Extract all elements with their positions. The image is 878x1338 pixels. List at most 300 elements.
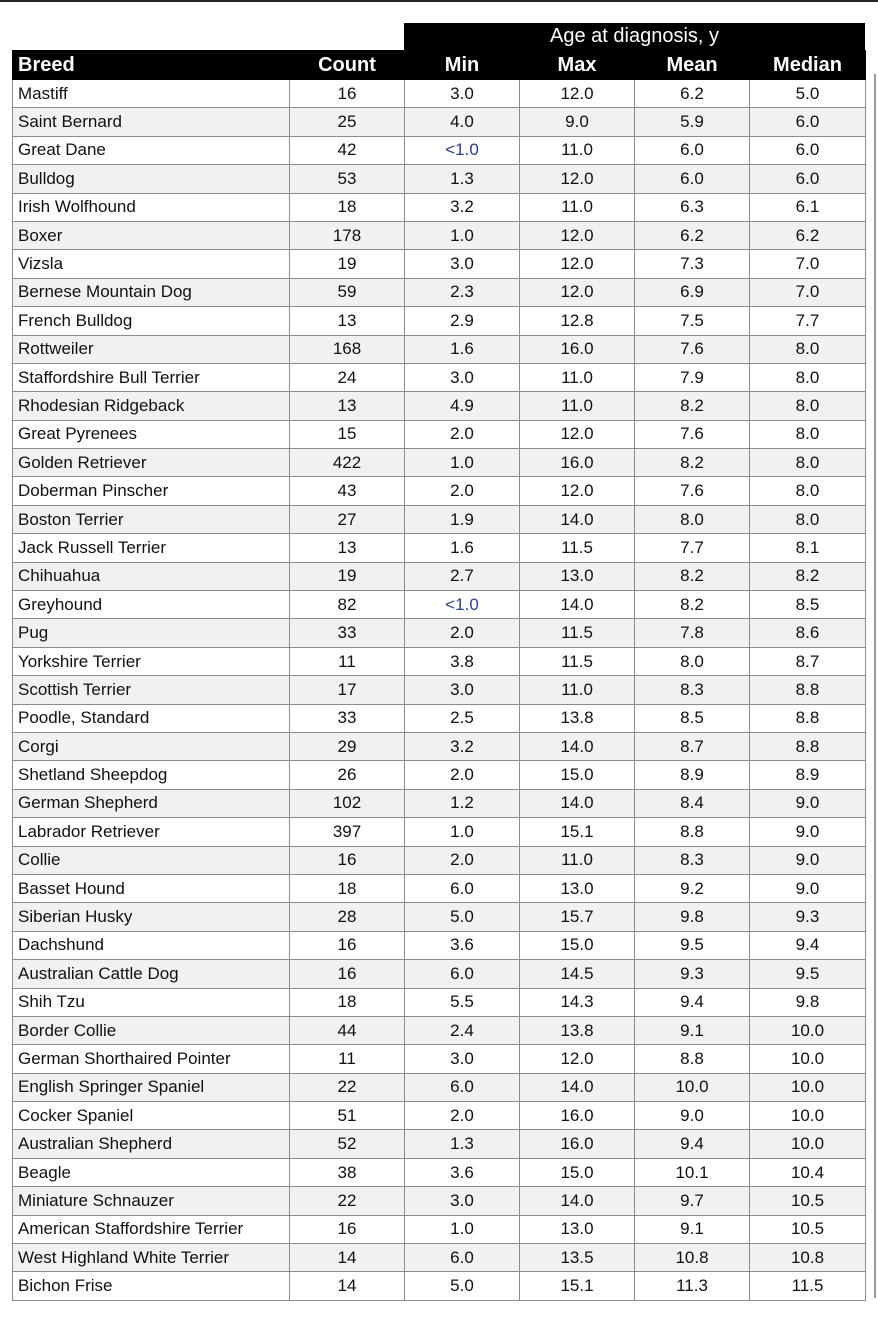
count-cell: 52 xyxy=(290,1130,405,1158)
table-row xyxy=(13,250,866,278)
breed-cell: Poodle, Standard xyxy=(13,704,290,732)
count-cell: 13 xyxy=(290,534,405,562)
min-cell: 1.3 xyxy=(405,1130,520,1158)
max-cell: 14.5 xyxy=(520,960,635,988)
min-cell: 2.0 xyxy=(405,1102,520,1130)
mean-cell: 8.8 xyxy=(635,818,750,846)
max-cell: 11.0 xyxy=(520,193,635,221)
table-row xyxy=(13,818,866,846)
median-cell: 8.7 xyxy=(750,647,866,675)
mean-cell: 9.2 xyxy=(635,874,750,902)
mean-cell: 9.4 xyxy=(635,988,750,1016)
breed-cell: Australian Cattle Dog xyxy=(13,960,290,988)
breed-cell: Bulldog xyxy=(13,165,290,193)
mean-cell: 7.6 xyxy=(635,335,750,363)
mean-cell: 6.2 xyxy=(635,80,750,108)
median-cell: 8.8 xyxy=(750,732,866,760)
min-cell: 2.9 xyxy=(405,307,520,335)
table-row xyxy=(13,477,866,505)
breed-cell: German Shorthaired Pointer xyxy=(13,1045,290,1073)
min-cell: 3.0 xyxy=(405,363,520,391)
max-cell: 12.0 xyxy=(520,250,635,278)
count-cell: 397 xyxy=(290,818,405,846)
mean-cell: 8.2 xyxy=(635,591,750,619)
breed-cell: Great Dane xyxy=(13,136,290,164)
table-row xyxy=(13,874,866,902)
median-cell: 7.0 xyxy=(750,250,866,278)
count-cell: 17 xyxy=(290,676,405,704)
max-cell: 15.1 xyxy=(520,818,635,846)
max-cell: 12.0 xyxy=(520,278,635,306)
min-cell: 6.0 xyxy=(405,874,520,902)
mean-cell: 9.8 xyxy=(635,903,750,931)
max-cell: 13.0 xyxy=(520,874,635,902)
mean-cell: 8.0 xyxy=(635,505,750,533)
max-cell: 11.0 xyxy=(520,392,635,420)
max-cell: 16.0 xyxy=(520,1102,635,1130)
breed-cell: Shetland Sheepdog xyxy=(13,761,290,789)
median-cell: 7.0 xyxy=(750,278,866,306)
mean-cell: 8.2 xyxy=(635,392,750,420)
table-row xyxy=(13,1130,866,1158)
breed-cell: Shih Tzu xyxy=(13,988,290,1016)
max-cell: 14.0 xyxy=(520,1187,635,1215)
median-cell: 6.0 xyxy=(750,165,866,193)
table-row xyxy=(13,704,866,732)
mean-cell: 7.6 xyxy=(635,420,750,448)
mean-cell: 8.5 xyxy=(635,704,750,732)
median-cell: 10.0 xyxy=(750,1073,866,1101)
min-cell: 2.3 xyxy=(405,278,520,306)
breed-age-table xyxy=(12,50,866,1301)
table-row xyxy=(13,591,866,619)
max-cell: 16.0 xyxy=(520,1130,635,1158)
min-cell: 6.0 xyxy=(405,1073,520,1101)
median-cell: 10.0 xyxy=(750,1102,866,1130)
table-row xyxy=(13,988,866,1016)
max-cell: 13.0 xyxy=(520,562,635,590)
mean-cell: 9.0 xyxy=(635,1102,750,1130)
min-cell: 1.2 xyxy=(405,789,520,817)
median-cell: 8.6 xyxy=(750,619,866,647)
min-cell: 2.0 xyxy=(405,619,520,647)
breed-cell: English Springer Spaniel xyxy=(13,1073,290,1101)
median-cell: 10.5 xyxy=(750,1215,866,1243)
count-cell: 422 xyxy=(290,449,405,477)
mean-cell: 7.5 xyxy=(635,307,750,335)
min-cell: 2.0 xyxy=(405,846,520,874)
mean-cell: 10.1 xyxy=(635,1158,750,1186)
table-row xyxy=(13,1272,866,1300)
min-cell: 2.0 xyxy=(405,477,520,505)
min-cell: 1.6 xyxy=(405,534,520,562)
min-cell: 5.0 xyxy=(405,1272,520,1300)
breed-cell: German Shepherd xyxy=(13,789,290,817)
max-cell: 11.0 xyxy=(520,676,635,704)
count-cell: 16 xyxy=(290,1215,405,1243)
table-row xyxy=(13,931,866,959)
header-row xyxy=(13,51,866,80)
breed-cell: Jack Russell Terrier xyxy=(13,534,290,562)
count-cell: 19 xyxy=(290,562,405,590)
median-cell: 8.0 xyxy=(750,477,866,505)
count-cell: 24 xyxy=(290,363,405,391)
median-cell: 8.1 xyxy=(750,534,866,562)
min-cell: 3.0 xyxy=(405,250,520,278)
table-row xyxy=(13,1045,866,1073)
mean-cell: 8.7 xyxy=(635,732,750,760)
max-cell: 13.8 xyxy=(520,1016,635,1044)
mean-cell: 7.8 xyxy=(635,619,750,647)
max-cell: 14.0 xyxy=(520,505,635,533)
max-cell: 11.0 xyxy=(520,363,635,391)
age-at-diagnosis-header: Age at diagnosis, y xyxy=(404,23,865,50)
table-row xyxy=(13,676,866,704)
column-header-min: Min xyxy=(405,51,520,80)
max-cell: 11.5 xyxy=(520,647,635,675)
breed-cell: Rottweiler xyxy=(13,335,290,363)
count-cell: 26 xyxy=(290,761,405,789)
max-cell: 11.0 xyxy=(520,136,635,164)
min-cell: 1.0 xyxy=(405,1215,520,1243)
mean-cell: 8.2 xyxy=(635,562,750,590)
column-header-mean: Mean xyxy=(635,51,750,80)
breed-cell: Saint Bernard xyxy=(13,108,290,136)
mean-cell: 9.4 xyxy=(635,1130,750,1158)
median-cell: 8.0 xyxy=(750,392,866,420)
count-cell: 11 xyxy=(290,1045,405,1073)
median-cell: 6.0 xyxy=(750,136,866,164)
median-cell: 9.4 xyxy=(750,931,866,959)
count-cell: 14 xyxy=(290,1272,405,1300)
max-cell: 14.0 xyxy=(520,789,635,817)
count-cell: 28 xyxy=(290,903,405,931)
median-cell: 9.0 xyxy=(750,818,866,846)
mean-cell: 6.9 xyxy=(635,278,750,306)
breed-cell: Mastiff xyxy=(13,80,290,108)
max-cell: 14.0 xyxy=(520,1073,635,1101)
breed-cell: Yorkshire Terrier xyxy=(13,647,290,675)
median-cell: 10.0 xyxy=(750,1016,866,1044)
breed-cell: Border Collie xyxy=(13,1016,290,1044)
count-cell: 51 xyxy=(290,1102,405,1130)
median-cell: 8.0 xyxy=(750,449,866,477)
min-cell: 3.2 xyxy=(405,732,520,760)
min-cell: 3.6 xyxy=(405,931,520,959)
count-cell: 22 xyxy=(290,1187,405,1215)
breed-cell: Beagle xyxy=(13,1158,290,1186)
table-row xyxy=(13,1215,866,1243)
median-cell: 8.9 xyxy=(750,761,866,789)
breed-cell: Miniature Schnauzer xyxy=(13,1187,290,1215)
max-cell: 11.0 xyxy=(520,846,635,874)
table-row xyxy=(13,1073,866,1101)
median-cell: 8.0 xyxy=(750,335,866,363)
count-cell: 29 xyxy=(290,732,405,760)
mean-cell: 8.2 xyxy=(635,449,750,477)
count-cell: 25 xyxy=(290,108,405,136)
breed-cell: Irish Wolfhound xyxy=(13,193,290,221)
max-cell: 12.0 xyxy=(520,1045,635,1073)
min-cell: 4.0 xyxy=(405,108,520,136)
max-cell: 11.5 xyxy=(520,534,635,562)
mean-cell: 9.1 xyxy=(635,1016,750,1044)
min-cell: <1.0 xyxy=(405,591,520,619)
median-cell: 6.0 xyxy=(750,108,866,136)
mean-cell: 8.9 xyxy=(635,761,750,789)
breed-cell: Bernese Mountain Dog xyxy=(13,278,290,306)
breed-cell: Siberian Husky xyxy=(13,903,290,931)
mean-cell: 11.3 xyxy=(635,1272,750,1300)
count-cell: 18 xyxy=(290,874,405,902)
mean-cell: 7.6 xyxy=(635,477,750,505)
median-cell: 8.8 xyxy=(750,676,866,704)
min-cell: 1.9 xyxy=(405,505,520,533)
mean-cell: 7.9 xyxy=(635,363,750,391)
mean-cell: 8.4 xyxy=(635,789,750,817)
breed-cell: Vizsla xyxy=(13,250,290,278)
breed-cell: Golden Retriever xyxy=(13,449,290,477)
mean-cell: 9.7 xyxy=(635,1187,750,1215)
count-cell: 22 xyxy=(290,1073,405,1101)
mean-cell: 6.0 xyxy=(635,136,750,164)
min-cell: 6.0 xyxy=(405,960,520,988)
median-cell: 7.7 xyxy=(750,307,866,335)
count-cell: 82 xyxy=(290,591,405,619)
count-cell: 18 xyxy=(290,988,405,1016)
median-cell: 9.5 xyxy=(750,960,866,988)
mean-cell: 8.3 xyxy=(635,676,750,704)
median-cell: 8.8 xyxy=(750,704,866,732)
min-cell: 4.9 xyxy=(405,392,520,420)
max-cell: 13.5 xyxy=(520,1244,635,1272)
breed-cell: French Bulldog xyxy=(13,307,290,335)
table-row xyxy=(13,307,866,335)
max-cell: 15.0 xyxy=(520,761,635,789)
max-cell: 15.0 xyxy=(520,1158,635,1186)
mean-cell: 10.0 xyxy=(635,1073,750,1101)
min-cell: 1.0 xyxy=(405,449,520,477)
table-row xyxy=(13,449,866,477)
table-row xyxy=(13,193,866,221)
table-row xyxy=(13,761,866,789)
median-cell: 9.3 xyxy=(750,903,866,931)
min-cell: 3.0 xyxy=(405,676,520,704)
count-cell: 19 xyxy=(290,250,405,278)
max-cell: 12.0 xyxy=(520,420,635,448)
min-cell: 2.7 xyxy=(405,562,520,590)
max-cell: 14.3 xyxy=(520,988,635,1016)
median-cell: 10.8 xyxy=(750,1244,866,1272)
min-cell: 5.5 xyxy=(405,988,520,1016)
right-border xyxy=(874,74,876,1298)
table-row xyxy=(13,960,866,988)
mean-cell: 8.3 xyxy=(635,846,750,874)
median-cell: 10.0 xyxy=(750,1045,866,1073)
mean-cell: 6.2 xyxy=(635,221,750,249)
count-cell: 18 xyxy=(290,193,405,221)
median-cell: 8.2 xyxy=(750,562,866,590)
min-cell: 3.6 xyxy=(405,1158,520,1186)
max-cell: 15.0 xyxy=(520,931,635,959)
mean-cell: 7.3 xyxy=(635,250,750,278)
column-header-breed: Breed xyxy=(13,51,290,80)
table-row xyxy=(13,505,866,533)
table-row xyxy=(13,136,866,164)
breed-cell: Boxer xyxy=(13,221,290,249)
mean-cell: 10.8 xyxy=(635,1244,750,1272)
table-row xyxy=(13,647,866,675)
count-cell: 13 xyxy=(290,392,405,420)
max-cell: 16.0 xyxy=(520,449,635,477)
median-cell: 10.0 xyxy=(750,1130,866,1158)
table-row xyxy=(13,1187,866,1215)
count-cell: 168 xyxy=(290,335,405,363)
table-row xyxy=(13,562,866,590)
max-cell: 14.0 xyxy=(520,591,635,619)
min-cell: 3.0 xyxy=(405,1045,520,1073)
table-row xyxy=(13,1016,866,1044)
median-cell: 9.0 xyxy=(750,789,866,817)
mean-cell: 8.8 xyxy=(635,1045,750,1073)
count-cell: 16 xyxy=(290,931,405,959)
min-cell: 3.0 xyxy=(405,80,520,108)
max-cell: 13.8 xyxy=(520,704,635,732)
max-cell: 12.0 xyxy=(520,221,635,249)
min-cell: 3.2 xyxy=(405,193,520,221)
median-cell: 8.0 xyxy=(750,505,866,533)
mean-cell: 6.3 xyxy=(635,193,750,221)
mean-cell: 5.9 xyxy=(635,108,750,136)
count-cell: 16 xyxy=(290,846,405,874)
mean-cell: 6.0 xyxy=(635,165,750,193)
count-cell: 43 xyxy=(290,477,405,505)
mean-cell: 9.1 xyxy=(635,1215,750,1243)
count-cell: 14 xyxy=(290,1244,405,1272)
min-cell: 3.0 xyxy=(405,1187,520,1215)
count-cell: 38 xyxy=(290,1158,405,1186)
max-cell: 16.0 xyxy=(520,335,635,363)
column-header-max: Max xyxy=(520,51,635,80)
max-cell: 12.0 xyxy=(520,477,635,505)
count-cell: 178 xyxy=(290,221,405,249)
mean-cell: 9.3 xyxy=(635,960,750,988)
median-cell: 11.5 xyxy=(750,1272,866,1300)
table-row xyxy=(13,420,866,448)
table-row xyxy=(13,165,866,193)
median-cell: 9.0 xyxy=(750,846,866,874)
median-cell: 10.4 xyxy=(750,1158,866,1186)
mean-cell: 9.5 xyxy=(635,931,750,959)
max-cell: 12.8 xyxy=(520,307,635,335)
min-cell: 5.0 xyxy=(405,903,520,931)
median-cell: 8.0 xyxy=(750,420,866,448)
table-body xyxy=(13,80,866,1301)
median-cell: 10.5 xyxy=(750,1187,866,1215)
table-row xyxy=(13,1102,866,1130)
breed-cell: Scottish Terrier xyxy=(13,676,290,704)
min-cell: 1.0 xyxy=(405,221,520,249)
min-cell: 2.0 xyxy=(405,761,520,789)
median-cell: 9.0 xyxy=(750,874,866,902)
breed-cell: American Staffordshire Terrier xyxy=(13,1215,290,1243)
count-cell: 13 xyxy=(290,307,405,335)
min-cell: 1.6 xyxy=(405,335,520,363)
breed-cell: Rhodesian Ridgeback xyxy=(13,392,290,420)
breed-cell: West Highland White Terrier xyxy=(13,1244,290,1272)
count-cell: 102 xyxy=(290,789,405,817)
count-cell: 53 xyxy=(290,165,405,193)
table-row xyxy=(13,789,866,817)
table-row xyxy=(13,108,866,136)
max-cell: 15.1 xyxy=(520,1272,635,1300)
count-cell: 42 xyxy=(290,136,405,164)
breed-cell: Chihuahua xyxy=(13,562,290,590)
table-row xyxy=(13,392,866,420)
breed-cell: Collie xyxy=(13,846,290,874)
table-row xyxy=(13,534,866,562)
count-cell: 16 xyxy=(290,960,405,988)
table-row xyxy=(13,1158,866,1186)
breed-cell: Staffordshire Bull Terrier xyxy=(13,363,290,391)
breed-cell: Labrador Retriever xyxy=(13,818,290,846)
breed-cell: Australian Shepherd xyxy=(13,1130,290,1158)
median-cell: 6.1 xyxy=(750,193,866,221)
table-row xyxy=(13,846,866,874)
table-row xyxy=(13,903,866,931)
breed-cell: Bichon Frise xyxy=(13,1272,290,1300)
breed-cell: Dachshund xyxy=(13,931,290,959)
breed-cell: Great Pyrenees xyxy=(13,420,290,448)
median-cell: 5.0 xyxy=(750,80,866,108)
max-cell: 9.0 xyxy=(520,108,635,136)
count-cell: 33 xyxy=(290,704,405,732)
max-cell: 15.7 xyxy=(520,903,635,931)
min-cell: 3.8 xyxy=(405,647,520,675)
breed-cell: Boston Terrier xyxy=(13,505,290,533)
median-cell: 8.5 xyxy=(750,591,866,619)
min-cell: 1.3 xyxy=(405,165,520,193)
max-cell: 12.0 xyxy=(520,80,635,108)
min-cell: 1.0 xyxy=(405,818,520,846)
table-row xyxy=(13,80,866,108)
table-row xyxy=(13,732,866,760)
min-cell: <1.0 xyxy=(405,136,520,164)
breed-cell: Basset Hound xyxy=(13,874,290,902)
min-cell: 6.0 xyxy=(405,1244,520,1272)
count-cell: 33 xyxy=(290,619,405,647)
max-cell: 11.5 xyxy=(520,619,635,647)
count-cell: 15 xyxy=(290,420,405,448)
breed-cell: Corgi xyxy=(13,732,290,760)
breed-cell: Greyhound xyxy=(13,591,290,619)
breed-cell: Cocker Spaniel xyxy=(13,1102,290,1130)
count-cell: 11 xyxy=(290,647,405,675)
mean-cell: 8.0 xyxy=(635,647,750,675)
table-row xyxy=(13,278,866,306)
min-cell: 2.0 xyxy=(405,420,520,448)
median-cell: 9.8 xyxy=(750,988,866,1016)
column-header-count: Count xyxy=(290,51,405,80)
min-cell: 2.4 xyxy=(405,1016,520,1044)
table-row xyxy=(13,1244,866,1272)
max-cell: 14.0 xyxy=(520,732,635,760)
table-row xyxy=(13,619,866,647)
max-cell: 13.0 xyxy=(520,1215,635,1243)
max-cell: 12.0 xyxy=(520,165,635,193)
min-cell: 2.5 xyxy=(405,704,520,732)
count-cell: 59 xyxy=(290,278,405,306)
